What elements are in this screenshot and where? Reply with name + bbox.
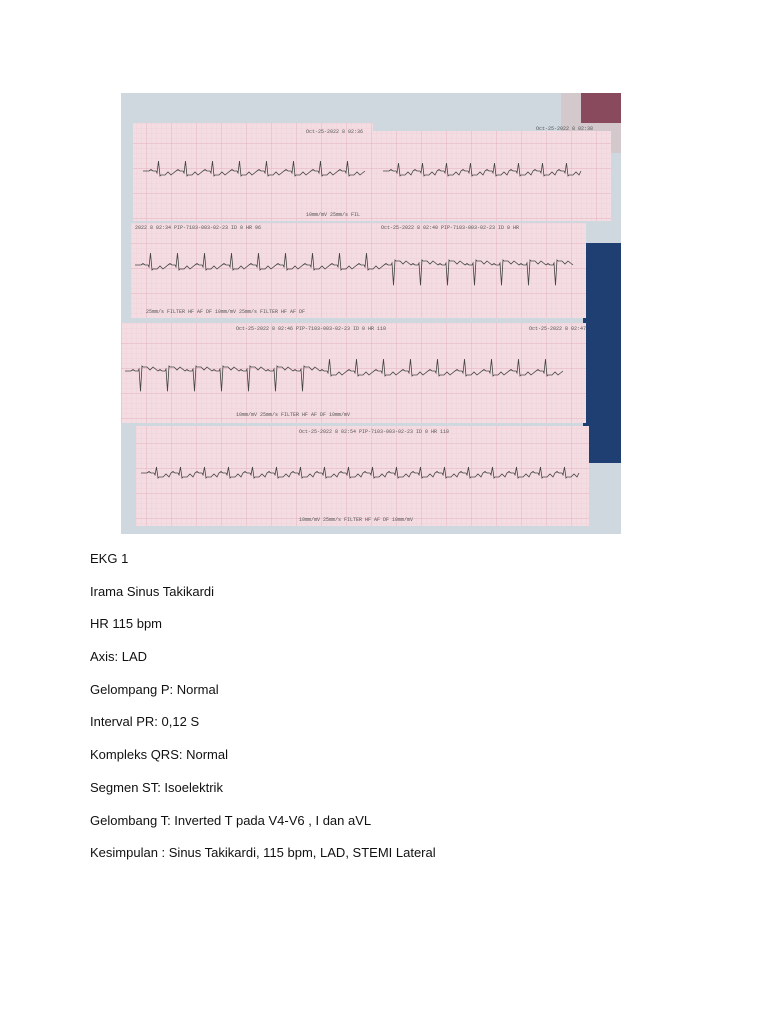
strip-2-footer: 25mm/s FILTER HF AF DF 10mm/mV 25mm/s FILTER HF AF DF — [146, 309, 306, 315]
ecg-report — [90, 550, 690, 877]
report-t-wave: Gelombang T: Inverted T pada V4-V6 , I dan aVL — [90, 812, 372, 828]
strip-4-header-left: Oct-25-2022 8 02:54 PIP-7103-003-02-23 ID 0 HR 110 — [299, 429, 450, 435]
ecg-strip-1 — [133, 123, 611, 221]
strip-1-header-left: Oct-25-2022 8 02:36 — [306, 129, 364, 135]
strip-1-header-right: Oct-25-2022 8 02:38 — [536, 126, 594, 132]
strip-2-header-left: 2022 8 02:34 PIP-7103-003-02-23 ID 0 HR 96 — [135, 225, 262, 231]
report-pr-interval: Interval PR: 0,12 S — [90, 714, 200, 730]
report-p-wave: Gelompang P: Normal — [90, 681, 219, 697]
strip-3-header-left: Oct-25-2022 8 02:46 PIP-7103-003-02-23 ID 0 HR 110 — [236, 326, 387, 332]
ecg-strips-image — [121, 93, 621, 534]
report-conclusion: Kesimpulan : Sinus Takikardi, 115 bpm, LAD, STEMI Lateral — [90, 845, 436, 861]
report-axis: Axis: LAD — [90, 649, 148, 665]
strip-4-footer: 10mm/mV 25mm/s FILTER HF AF DF 10mm/mV — [299, 517, 414, 523]
ecg-strips-photo — [121, 93, 621, 534]
ecg-strip-4 — [136, 426, 589, 526]
strip-1-footer: 10mm/mV 25mm/s FIL — [306, 212, 361, 218]
report-rhythm: Irama Sinus Takikardi — [90, 583, 215, 599]
ecg-strip-3 — [121, 323, 586, 423]
strip-2-header-right: Oct-25-2022 8 02:40 PIP-7103-003-02-23 ID 0 HR — [381, 225, 520, 231]
ecg-strip-2 — [131, 223, 586, 318]
strip-3-header-right: Oct-25-2022 8 02:47 — [529, 326, 587, 332]
report-title: EKG 1 — [90, 551, 129, 566]
report-heart-rate: HR 115 bpm — [90, 616, 163, 632]
report-st-segment: Segmen ST: Isoelektrik — [90, 779, 223, 795]
report-qrs-complex: Kompleks QRS: Normal — [90, 747, 228, 763]
strip-3-footer: 10mm/mV 25mm/s FILTER HF AF DF 10mm/mV — [236, 412, 351, 418]
